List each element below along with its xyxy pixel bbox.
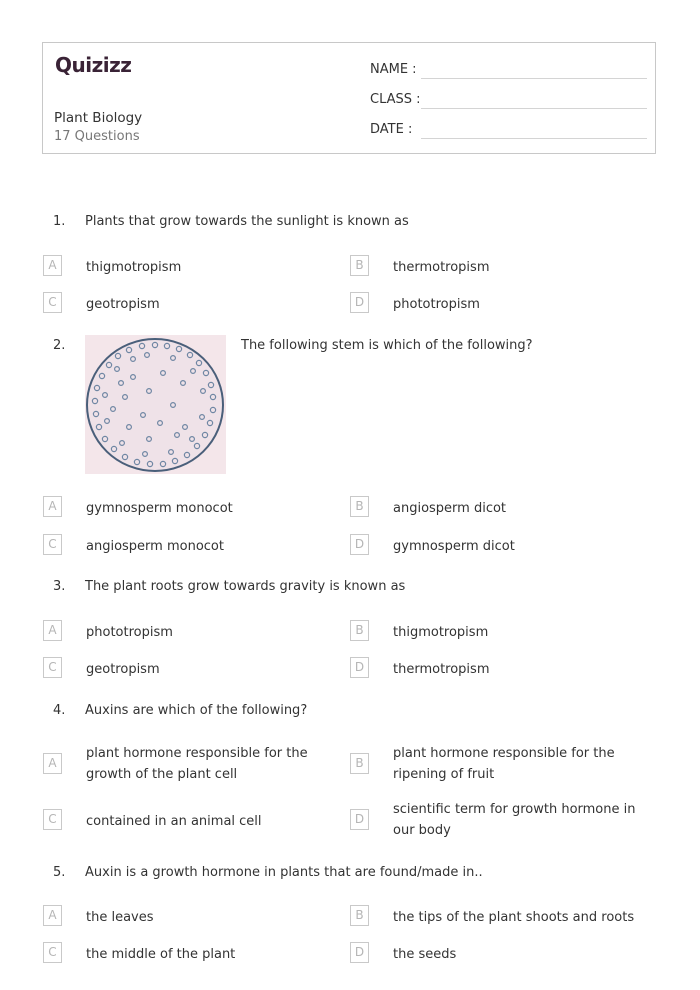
option-text: thermotropism bbox=[393, 260, 490, 275]
question-number: 4. bbox=[53, 703, 66, 718]
option-letter-box: D bbox=[350, 809, 369, 830]
class-field[interactable] bbox=[370, 87, 647, 109]
option-text: the seeds bbox=[393, 947, 457, 962]
name-field[interactable] bbox=[370, 57, 647, 79]
option-text: phototropism bbox=[86, 625, 173, 640]
option-text: phototropism bbox=[393, 297, 480, 312]
option-letter-box: B bbox=[350, 496, 369, 517]
class-input-line[interactable] bbox=[421, 108, 647, 109]
option-letter-box: B bbox=[350, 905, 369, 926]
option-text: angiosperm monocot bbox=[86, 539, 224, 554]
class-label: CLASS : bbox=[370, 92, 421, 107]
option-letter-box: B bbox=[350, 753, 369, 774]
option-letter-box: A bbox=[43, 255, 62, 276]
stem-cross-section-image bbox=[85, 335, 226, 474]
date-field[interactable] bbox=[370, 117, 647, 139]
option-letter-box: C bbox=[43, 292, 62, 313]
quizizz-logo: Quizizz bbox=[55, 53, 132, 77]
question-text: The plant roots grow towards gravity is known as bbox=[85, 579, 406, 594]
option-text: geotropism bbox=[86, 297, 160, 312]
option-letter-box: D bbox=[350, 534, 369, 555]
option-letter-box: A bbox=[43, 496, 62, 517]
question-number: 1. bbox=[53, 214, 66, 229]
option-text: scientific term for growth hormone in our body bbox=[393, 802, 636, 838]
option-text: contained in an animal cell bbox=[86, 814, 262, 829]
option-letter-box: C bbox=[43, 657, 62, 678]
question-number: 5. bbox=[53, 865, 66, 880]
worksheet-title: Plant Biology bbox=[54, 110, 143, 126]
option-text: gymnosperm monocot bbox=[86, 501, 233, 516]
option-letter-box: C bbox=[43, 942, 62, 963]
option-text: plant hormone responsible for the ripening of fruit bbox=[393, 746, 615, 782]
option-text: plant hormone responsible for the growth of the plant cell bbox=[86, 746, 308, 782]
option-text: thigmotropism bbox=[393, 625, 489, 640]
date-input-line[interactable] bbox=[421, 138, 647, 139]
option-text: thigmotropism bbox=[86, 260, 182, 275]
option-text: gymnosperm dicot bbox=[393, 539, 515, 554]
question-number: 2. bbox=[53, 338, 66, 353]
option-letter-box: D bbox=[350, 292, 369, 313]
worksheet-header bbox=[42, 42, 656, 154]
option-letter-box: C bbox=[43, 809, 62, 830]
name-input-line[interactable] bbox=[421, 78, 647, 79]
option-text: the tips of the plant shoots and roots bbox=[393, 910, 635, 925]
option-letter-box: D bbox=[350, 657, 369, 678]
question-text: Auxin is a growth hormone in plants that are found/made in.. bbox=[85, 865, 483, 880]
option-letter-box: A bbox=[43, 620, 62, 641]
option-text: angiosperm dicot bbox=[393, 501, 507, 516]
question-count: 17 Questions bbox=[54, 129, 140, 144]
option-letter-box: B bbox=[350, 620, 369, 641]
option-text: thermotropism bbox=[393, 662, 490, 677]
question-text: Plants that grow towards the sunlight is known as bbox=[85, 214, 409, 229]
option-text: the leaves bbox=[86, 910, 154, 925]
option-text: geotropism bbox=[86, 662, 160, 677]
option-letter-box: A bbox=[43, 905, 62, 926]
name-label: NAME : bbox=[370, 62, 417, 77]
question-number: 3. bbox=[53, 579, 66, 594]
date-label: DATE : bbox=[370, 122, 413, 137]
question-text: Auxins are which of the following? bbox=[85, 703, 308, 718]
option-letter-box: C bbox=[43, 534, 62, 555]
option-letter-box: D bbox=[350, 942, 369, 963]
question-text: The following stem is which of the following? bbox=[241, 338, 533, 353]
option-text: the middle of the plant bbox=[86, 947, 236, 962]
option-letter-box: B bbox=[350, 255, 369, 276]
option-letter-box: A bbox=[43, 753, 62, 774]
